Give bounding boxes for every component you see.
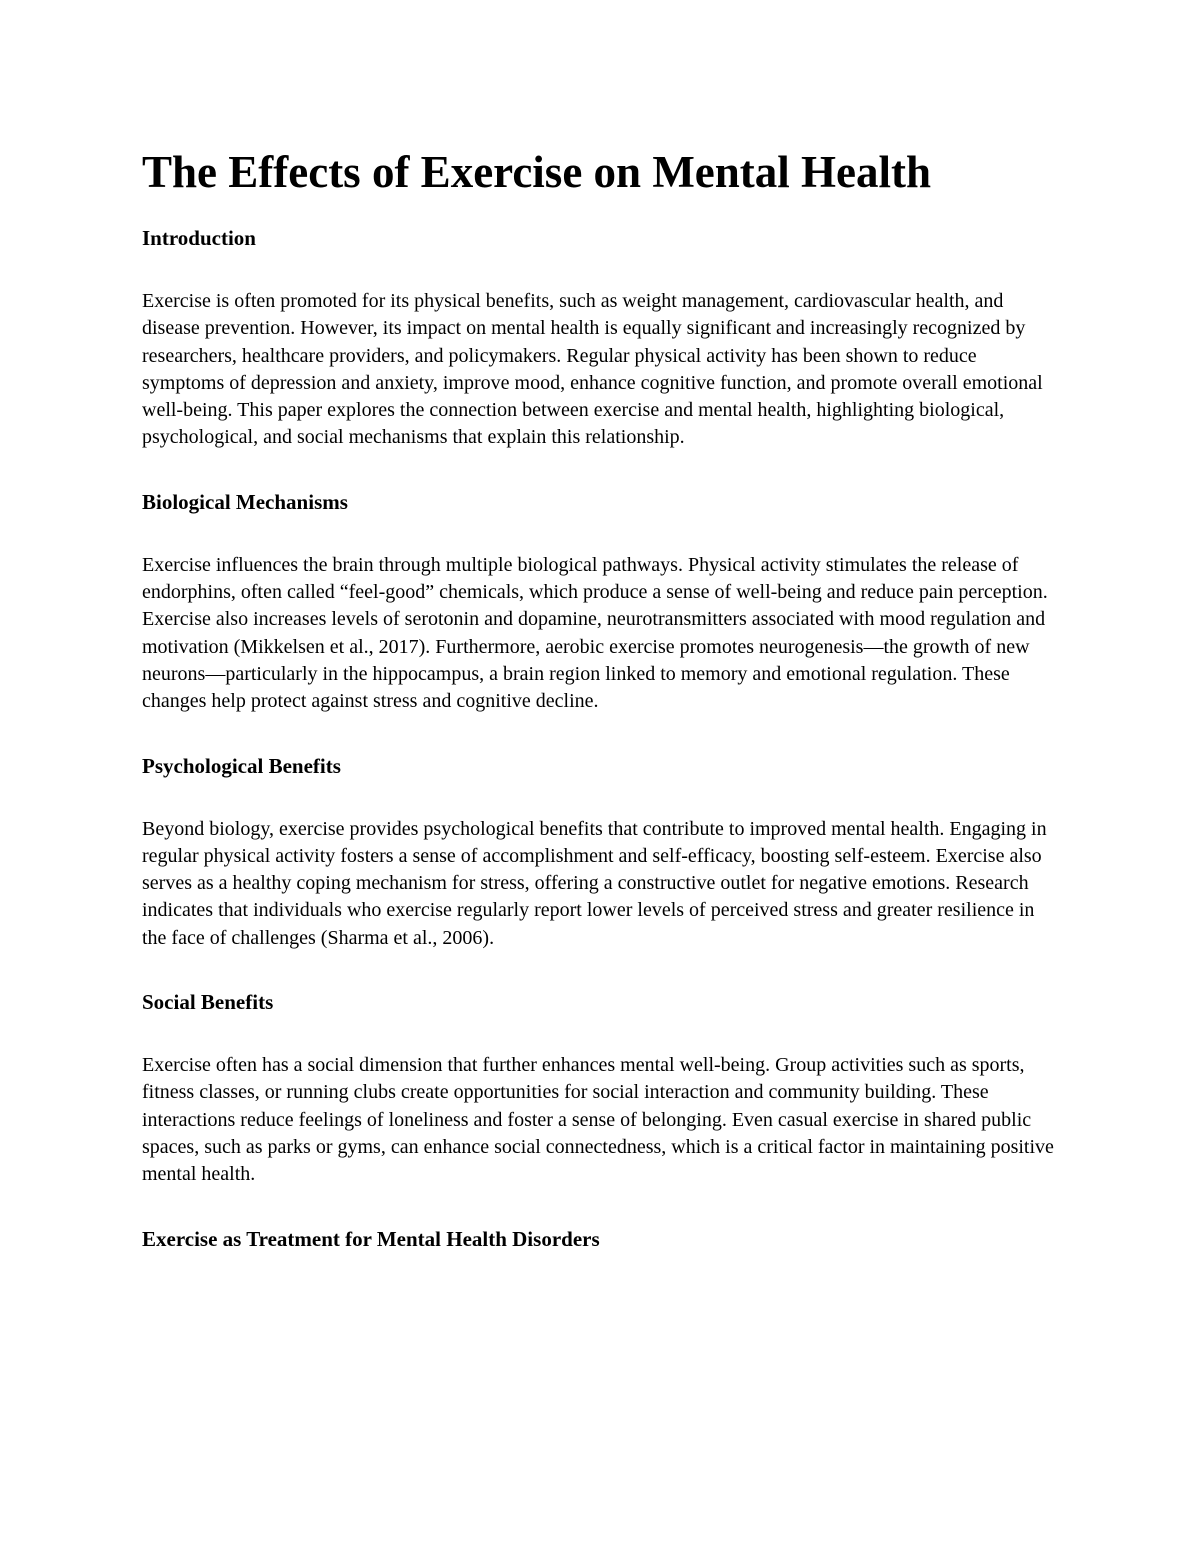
section-exercise-as-treatment bbox=[142, 1225, 1062, 1253]
section-heading-introduction: Introduction bbox=[142, 226, 256, 250]
section-heading-social-benefits: Social Benefits bbox=[142, 990, 274, 1015]
section-paragraph-introduction: Exercise is often promoted for its physical benefits, such as weight management, cardiovascular health, and disease prevention. However, its impact on mental health is equally significant and increasingly recognized by researchers, healthcare providers, and policymakers. Regular physical activity has been shown to reduce symptoms of depression and anxiety, improve mood, enhance cognitive function, and promote overall emotional well-being. This paper explores the connection between exercise and mental health, highlighting biological, psychological, and social mechanisms that explain this relationship. bbox=[142, 290, 1043, 449]
section-social-benefits bbox=[142, 988, 1062, 1188]
section-psychological-benefits bbox=[142, 752, 1062, 952]
section-heading-psychological-benefits: Psychological Benefits bbox=[142, 753, 341, 778]
document-page bbox=[142, 144, 1062, 1289]
section-paragraph-social-benefits: Exercise often has a social dimension that further enhances mental well-being. Group activities such as sports, fitness classes, or running clubs create opportunities for social interaction and community building. These interactions reduce feelings of loneliness and foster a sense of belonging. Even casual exercise in shared public spaces, such as parks or gyms, can enhance social connectedness, which is a critical factor in maintaining positive mental health. bbox=[142, 1054, 1054, 1186]
section-heading-biological-mechanisms: Biological Mechanisms bbox=[142, 489, 348, 514]
section-paragraph-biological-mechanisms: Exercise influences the brain through multiple biological pathways. Physical activity stimulates the release of endorphins, often called “feel-good” chemicals, which produce a sense of well-being and reduce pain perception. Exercise also increases levels of serotonin and dopamine, neurotransmitters associated with mood regulation and motivation (Mikkelsen et al., 2017). Furthermore, aerobic exercise promotes neurogenesis—the growth of new neurons—particularly in the hippocampus, a brain region linked to memory and emotional regulation. These changes help protect against stress and cognitive decline. bbox=[142, 553, 1048, 713]
section-introduction bbox=[142, 224, 1062, 452]
section-biological-mechanisms bbox=[142, 488, 1062, 716]
section-paragraph-psychological-benefits: Beyond biology, exercise provides psychological benefits that contribute to improved mental health. Engaging in regular physical activity fosters a sense of accomplishment and self-efficacy, boosting self-esteem. Exercise also serves as a healthy coping mechanism for stress, offering a constructive outlet for negative emotions. Research indicates that individuals who exercise regularly report lower levels of perceived stress and greater resilience in the face of challenges (Sharma et al., 2006). bbox=[142, 817, 1047, 949]
document-title: The Effects of Exercise on Mental Health bbox=[142, 147, 932, 197]
section-heading-exercise-as-treatment: Exercise as Treatment for Mental Health Disorders bbox=[142, 1226, 600, 1251]
